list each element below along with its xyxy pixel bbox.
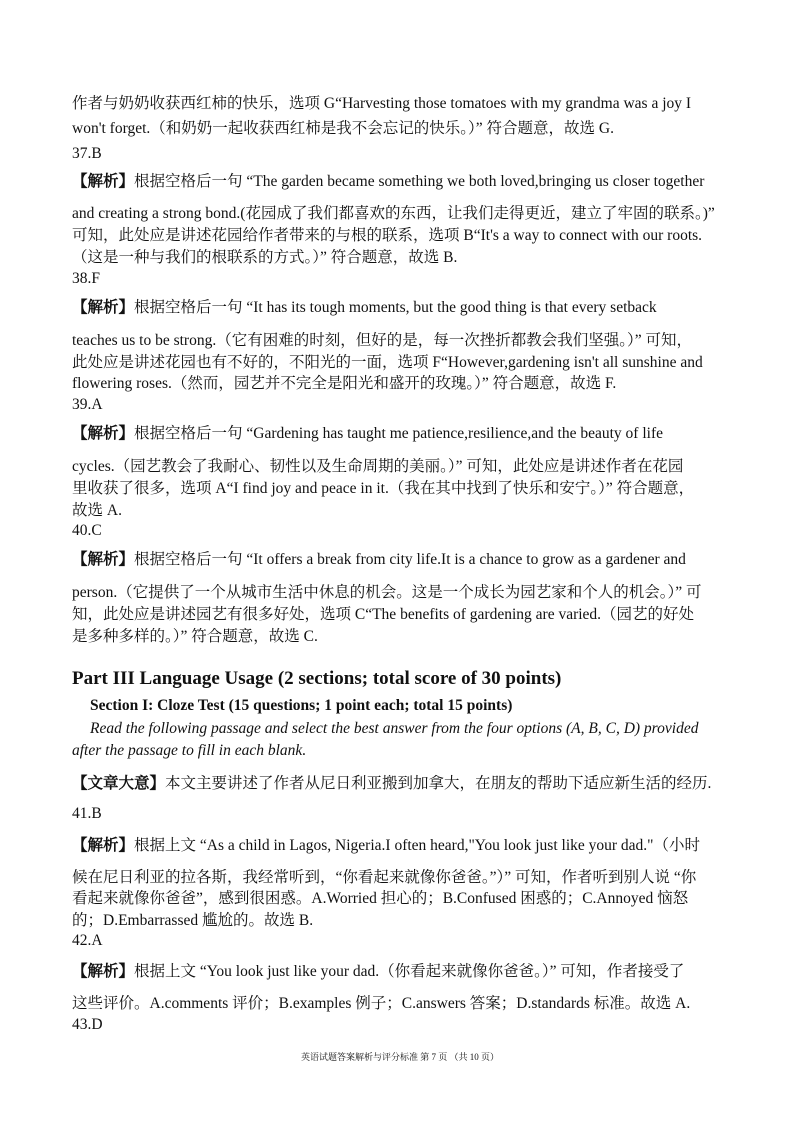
para-line: 故选 A. [72,502,122,519]
para-line: person.（它提供了一个从城市生活中休息的机会。这是一个成长为园艺家和个人的机会。）” 可 [72,584,702,601]
answer-number: 40.C [72,522,102,539]
instruction-line: after the passage to fill in each blank. [72,742,307,759]
analysis-tag: 【解析】 [72,551,135,568]
analysis-tag: 【解析】 [72,173,135,190]
instruction-line: Read the following passage and select the best answer from the four options (A, B, C, D) provided [90,720,699,737]
para-line: 知，此处应是讲述园艺有很多好处，选项 C“The benefits of gardening are varied.（园艺的好处 [72,606,695,623]
para-line: and creating a strong bond.(花园成了我们都喜欢的东西，让我们走得更近，建立了牢固的联系。)” [72,205,715,222]
analysis-text: 根据空格后一句 “It has its tough moments, but the good thing is that every setback [134,299,657,316]
answer-number: 39.A [72,396,103,413]
analysis-text: 根据上文 “You look just like your dad.（你看起来就像你爸爸。）” 可知，作者接受了 [134,963,685,980]
para-line: teaches us to be strong.（它有困难的时刻，但好的是，每一次挫折都教会我们坚强。）” 可知， [72,332,692,349]
analysis-line [72,424,732,444]
analysis-tag: 【解析】 [72,299,135,316]
para-line: 作者与奶奶收获西红柿的快乐，选项 G“Harvesting those tomatoes with my grandma was a joy I [72,95,692,112]
part-heading: Part III Language Usage (2 sections; total score of 30 points) [72,668,562,689]
page-footer: 英语试题答案解析与评分标准 第 7 页 （共 10 页） [300,1052,499,1062]
answer-number: 38.F [72,270,100,287]
para-line: flowering roses.（然而，园艺并不完全是阳光和盛开的玫瑰。）” 符合题意，故选 F. [72,375,617,392]
para-line: 这些评价。A.comments 评价；B.examples 例子；C.answers 答案；D.standards 标准。故选 A. [72,995,691,1012]
para-line: 的；D.Embarrassed 尴尬的。故选 B. [72,912,314,929]
analysis-line [72,836,732,856]
answer-number: 42.A [72,932,103,949]
para-line: 看起来就像你爸爸”，感到很困惑。A.Worried 担心的；B.Confused 困惑的；C.Annoyed 恼怒 [72,890,689,907]
para-line: 可知，此处应是讲述花园给作者带来的与根的联系，选项 B“It's a way to connect with our roots. [72,227,703,244]
para-line: 里收获了很多，选项 A“I find joy and peace in it.（我在其中找到了快乐和安宁。）” 符合题意， [72,480,695,497]
para-line: （这是一种与我们的根联系的方式。）” 符合题意，故选 B. [72,249,458,266]
analysis-line [72,298,732,318]
summary-tag: 【文章大意】 [72,775,166,792]
section-heading: Section I: Cloze Test (15 questions; 1 point each; total 15 points) [90,697,513,714]
analysis-text: 根据空格后一句 “It offers a break from city life.It is a chance to grow as a gardener and [134,551,686,568]
analysis-tag: 【解析】 [72,425,135,442]
analysis-text: 根据空格后一句 “Gardening has taught me patience,resilience,and the beauty of life [134,425,663,442]
answer-number: 43.D [72,1016,103,1033]
analysis-line [72,172,732,192]
summary-line [72,774,732,794]
answer-number: 41.B [72,805,102,822]
para-line: 候在尼日利亚的拉各斯，我经常听到，“你看起来就像你爸爸。”）” 可知，作者听到别人说 “你 [72,869,697,886]
summary-text: 本文主要讲述了作者从尼日利亚搬到加拿大，在朋友的帮助下适应新生活的经历. [165,775,712,792]
analysis-text: 根据空格后一句 “The garden became something we both loved,bringing us closer together [134,173,705,190]
analysis-text: 根据上文 “As a child in Lagos, Nigeria.I often heard,"You look just like your dad."（小时 [134,837,700,854]
para-line: 是多种多样的。）” 符合题意，故选 C. [72,628,318,645]
para-line: 此处应是讲述花园也有不好的，不阳光的一面，选项 F“However,gardening isn't all sunshine and [72,354,703,371]
answer-number: 37.B [72,145,102,162]
analysis-line [72,550,732,570]
analysis-tag: 【解析】 [72,837,135,854]
para-line: won't forget.（和奶奶一起收获西红柿是我不会忘记的快乐。）” 符合题意，故选 G. [72,120,614,137]
analysis-tag: 【解析】 [72,963,135,980]
analysis-line [72,962,732,982]
para-line: cycles.（园艺教会了我耐心、韧性以及生命周期的美丽。）” 可知，此处应是讲述作者在花园 [72,458,684,475]
